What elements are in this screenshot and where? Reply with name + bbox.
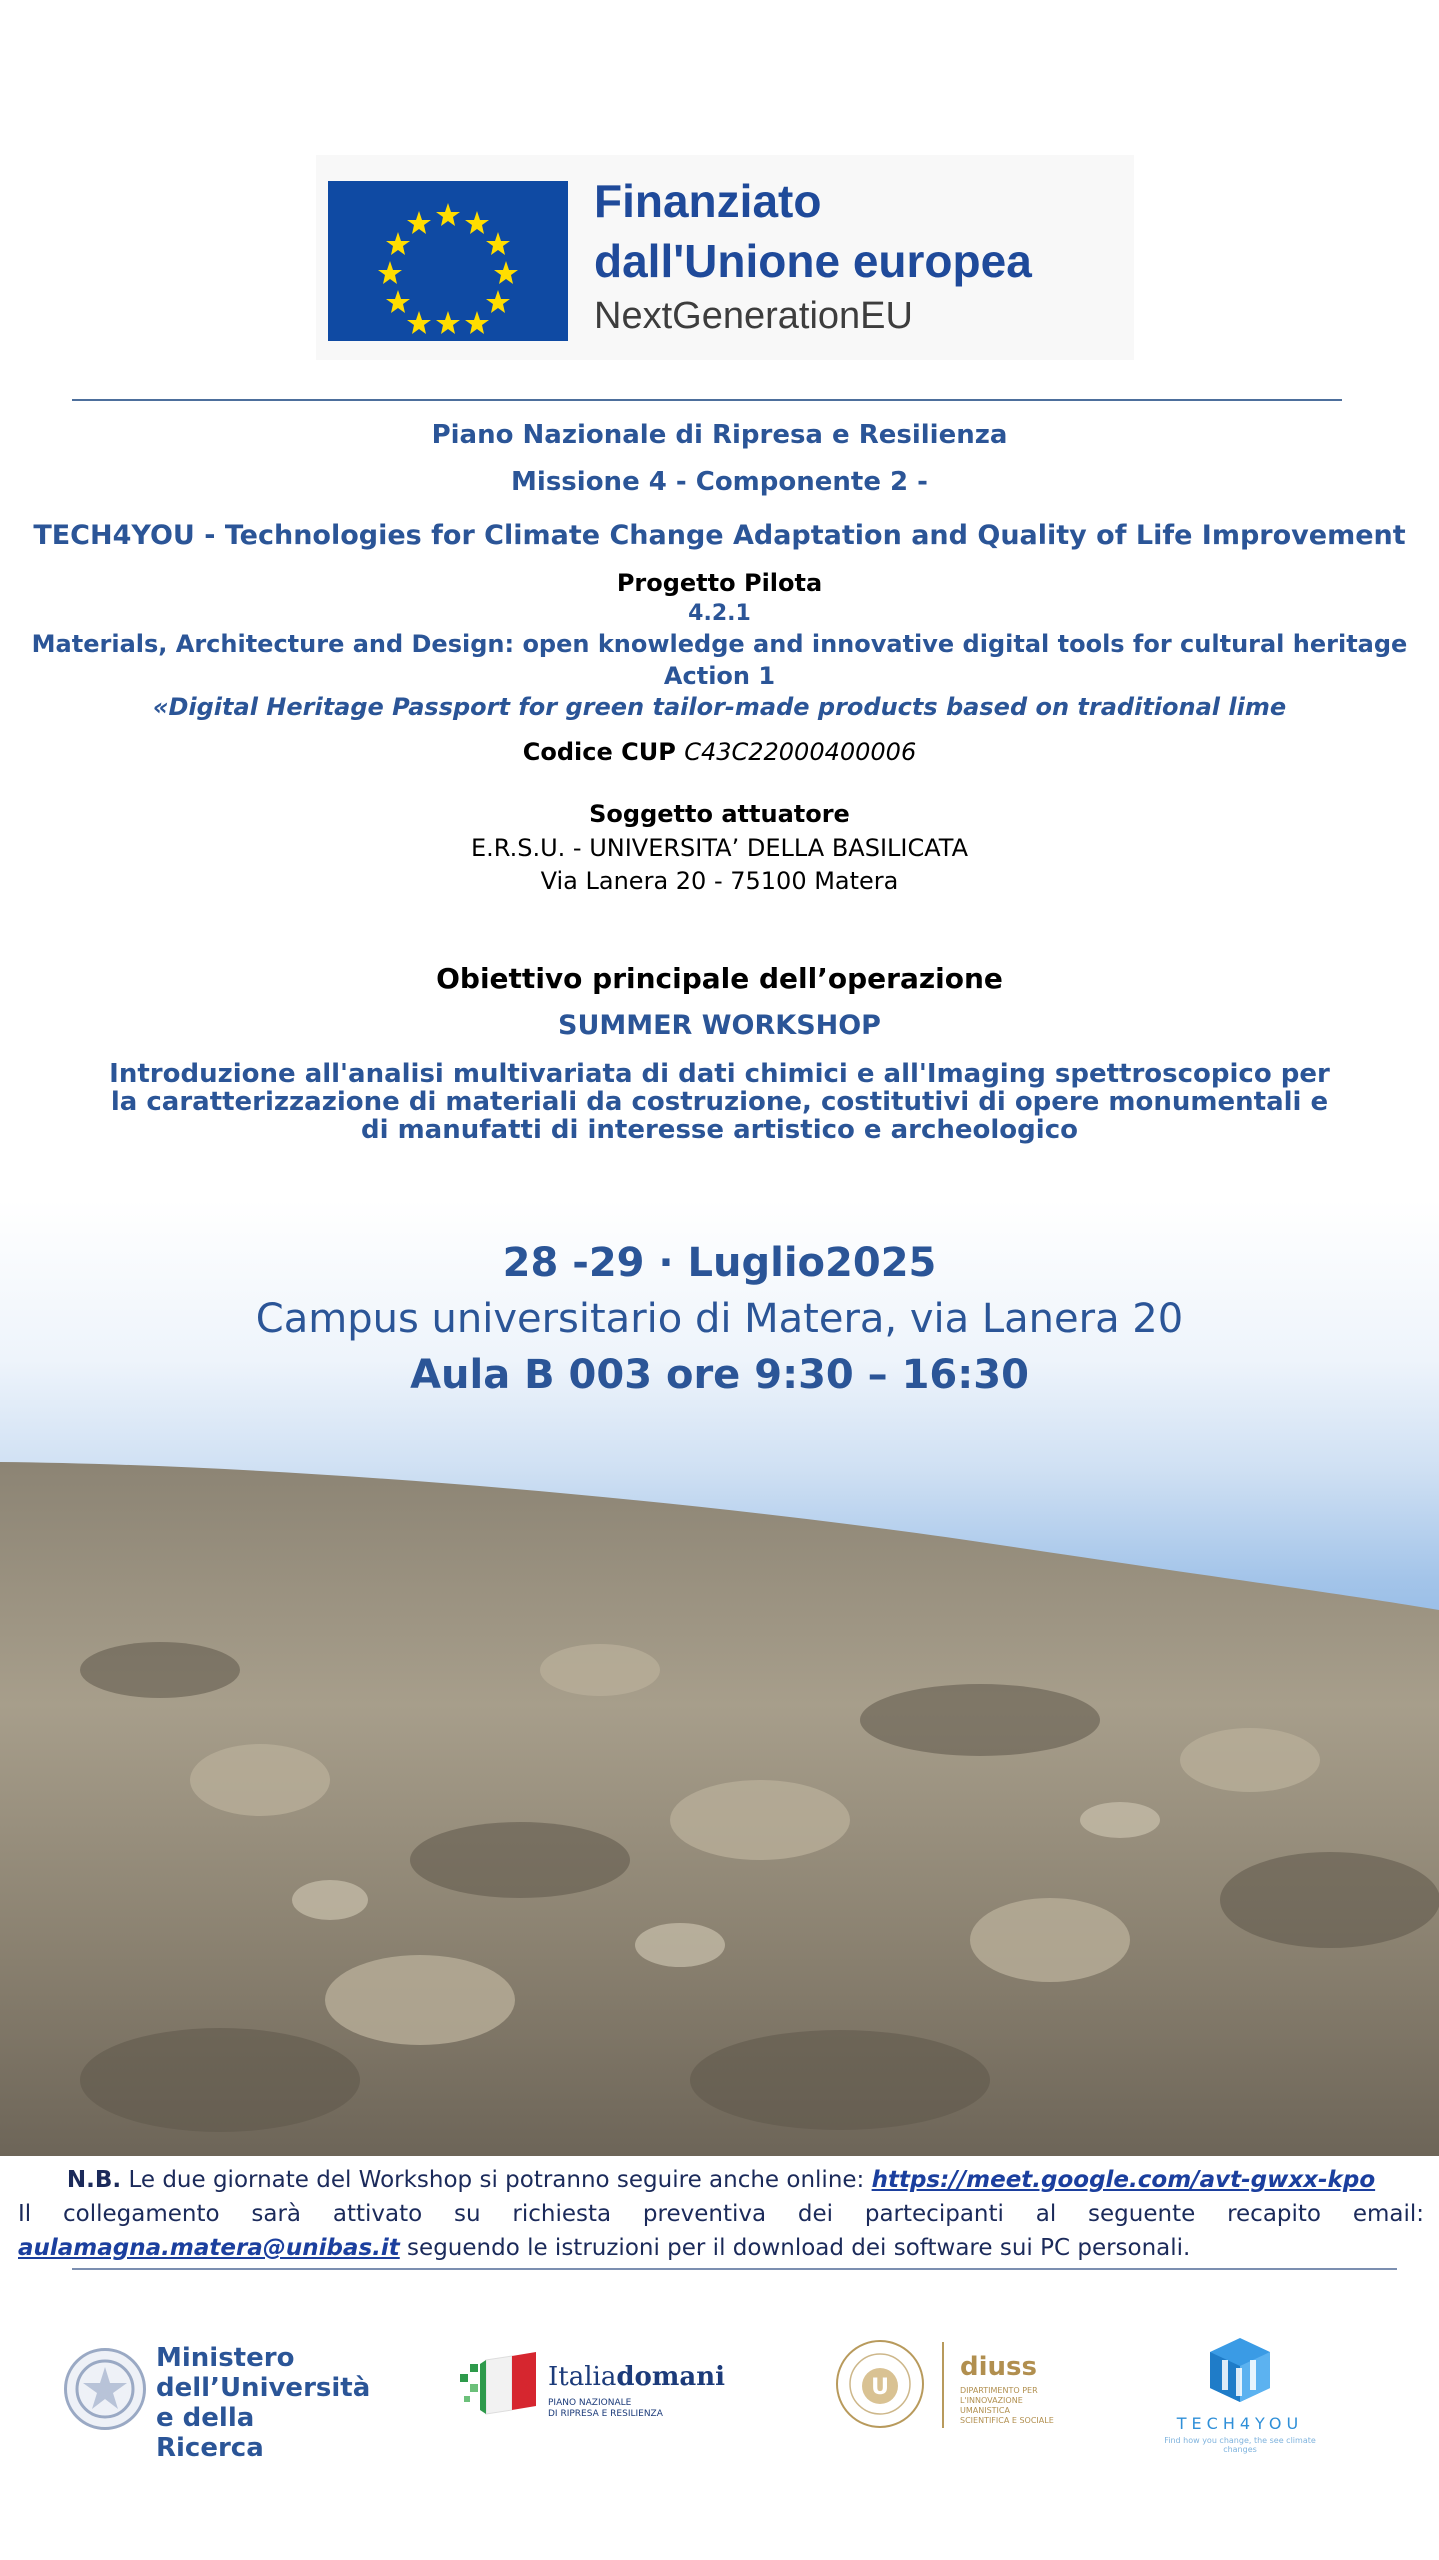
italiadomani-name: [548, 2362, 725, 2392]
implementer-name: E.R.S.U. - UNIVERSITA’ DELLA BASILICATA: [470, 834, 968, 862]
rock-photo: [0, 1200, 1439, 2156]
university-seal-icon: [836, 2340, 924, 2428]
objective-label: Obiettivo principale dell’operazione: [436, 962, 1003, 995]
eu-funding-title: [594, 171, 1032, 291]
note-text-request: Il collegamento sarà attivato su richiesta preventiva dei partecipanti al seguente recapito email:: [18, 2201, 1424, 2227]
diuss-logo: [836, 2340, 1066, 2440]
diuss-subtitle: [960, 2386, 1054, 2426]
note-nb: N.B.: [66, 2167, 122, 2193]
italiadomani-subtitle: [548, 2398, 663, 2420]
eu-subtitle: NextGenerationEU: [594, 295, 913, 337]
event-date: 28 -29 · Luglio2025: [502, 1240, 937, 1286]
italian-flag-icon: [456, 2350, 540, 2420]
tech4you-name: TECH4YOU: [1176, 2414, 1304, 2433]
tech4you-logo: [1150, 2330, 1330, 2454]
pilot-project-label: Progetto Pilota: [616, 569, 823, 597]
diuss-sub-line1: DIPARTIMENTO PER: [960, 2386, 1038, 2395]
eu-flag-icon: [328, 181, 568, 341]
online-note: [18, 2163, 1424, 2265]
action-label: Action 1: [663, 662, 776, 690]
pilot-project-code: 4.2.1: [688, 601, 751, 626]
pnrr-heading: Piano Nazionale di Ripresa e Resilienza: [431, 420, 1008, 450]
note-text-online: Le due giornate del Workshop si potranno seguire anche online:: [121, 2167, 872, 2193]
diuss-divider: [942, 2342, 944, 2428]
divider-bottom: [72, 2268, 1397, 2270]
rock-surface-illustration: [0, 1200, 1439, 2156]
workshop-description: Introduzione all'analisi multivariata di dati chimici e all'Imaging spettroscopico per la caratterizzazione di materiali da costruzione, costitutivi di opere monumentali e di manufatti di interesse artistico e archeologico: [109, 1059, 1330, 1145]
domani-word: domani: [616, 2362, 726, 2392]
meet-link[interactable]: https://meet.google.com/avt-gwxx-kpo: [871, 2167, 1376, 2193]
eu-title-line2: dall'Unione europea: [594, 235, 1032, 287]
italian-emblem-icon: [64, 2348, 146, 2430]
divider-top: [72, 399, 1342, 401]
diuss-sub-line3: UMANISTICA: [960, 2406, 1010, 2415]
implementer-address: Via Lanera 20 - 75100 Matera: [540, 867, 899, 895]
note-line-email: [18, 2231, 1424, 2265]
tech4you-tagline: Find how you change, the see climate changes: [1164, 2436, 1316, 2454]
eu-title-line1: Finanziato: [594, 175, 822, 227]
italiadomani-logo: [456, 2350, 726, 2430]
event-room-time: Aula B 003 ore 9:30 – 16:30: [410, 1352, 1029, 1398]
mur-line2: dell’Università: [156, 2373, 371, 2403]
note-line-online: [18, 2163, 1424, 2197]
diuss-sub-line2: L'INNOVAZIONE: [960, 2396, 1023, 2405]
tech4you-cube-icon: [1200, 2330, 1280, 2410]
italia-sub-line1: PIANO NAZIONALE: [548, 2398, 632, 2408]
mur-name: [156, 2343, 370, 2463]
italia-sub-line2: DI RIPRESA E RESILIENZA: [548, 2409, 663, 2419]
eu-funding-banner: [316, 155, 1134, 360]
digital-passport-title: «Digital Heritage Passport for green tailor-made products based on traditional lime: [152, 693, 1287, 721]
svg-text:U: U: [871, 2375, 889, 2400]
tech4you-heading: TECH4YOU - Technologies for Climate Change Adaptation and Quality of Life Improvement: [33, 520, 1406, 551]
pilot-project-title: Materials, Architecture and Design: open knowledge and innovative digital tools for cultural heritage: [31, 630, 1408, 658]
mur-logo: [64, 2343, 371, 2463]
note-text-instructions: seguendo le istruzioni per il download dei software sui PC personali.: [399, 2235, 1191, 2261]
cup-label: Codice CUP: [522, 738, 676, 766]
mur-line3: e della Ricerca: [156, 2403, 264, 2463]
italia-word: Italia: [548, 2362, 617, 2392]
event-venue: Campus universitario di Matera, via Lanera 20: [255, 1296, 1184, 1342]
implementer-label: Soggetto attuatore: [589, 800, 850, 828]
email-link[interactable]: aulamagna.matera@unibas.it: [18, 2235, 400, 2261]
cup-value: C43C22000400006: [684, 738, 917, 766]
event-type: SUMMER WORKSHOP: [558, 1010, 881, 1041]
diuss-sub-line4: SCIENTIFICA E SOCIALE: [960, 2416, 1054, 2425]
diuss-name: diuss: [960, 2352, 1037, 2382]
mur-line1: Ministero: [156, 2343, 295, 2373]
mission-heading: Missione 4 - Componente 2 -: [511, 467, 928, 497]
cup-code: [0, 738, 1439, 766]
